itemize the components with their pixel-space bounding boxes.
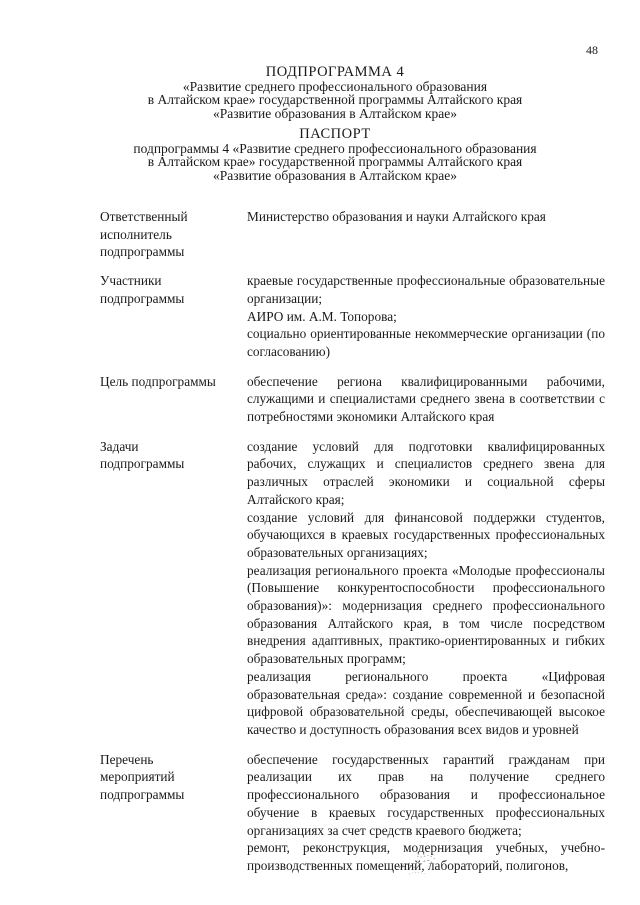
row-label: Перечень мероприятий подпрограммы [100,751,185,803]
passport-subtitle-line-2: в Алтайском крае» государственной программы Алтайского края [147,154,523,169]
row-responsible [100,208,605,261]
passport-table [100,208,605,875]
row-item: социально ориентированные некоммерческие организации (по согласованию) [247,326,605,359]
row-label: Ответственный исполнитель подпрограммы [100,209,188,260]
row-item: обеспечение государственных гарантий гражданам при реализации их прав на получение среднего профессионального образования и профессиональное обучение в краевых государственных профессиональных организациях за счет средств краевого бюджета; [247,751,605,838]
subprogram-subtitle-line-2: в Алтайском крае» государственной программы Алтайского края [147,92,523,107]
row-item: создание условий для подготовки квалифицированных рабочих, служащих и специалистов среднего звена для различных отраслей экономики и социальной сферы Алтайского края; [247,438,605,507]
subprogram-subtitle-line-3: «Развитие образования в Алтайском крае» [212,105,458,121]
row-item: краевые государственные профессиональные образовательные организации; [247,273,605,306]
subprogram-subtitle-line-1: «Развитие среднего профессионального образования [182,78,488,94]
subprogram-title: ПОДПРОГРАММА 4 [265,64,405,80]
passport-header [0,128,640,182]
row-tasks [100,438,605,739]
row-item: обеспечение региона квалифицированными рабочими, служащими и специалистами среднего звена в соответствии с потребностями экономики Алтайского края [247,373,605,425]
page-number: 48 [586,43,598,57]
row-label: Участники подпрограммы [100,273,185,306]
row-item: АИРО им. А.М. Топорова; [247,308,397,324]
subprogram-header [0,66,640,120]
row-item: реализация регионального проекта «Молодые профессионалы (Повышение конкурентоспособности профессионального образования)»: модернизация среднего профессионального образования Алтайского края, в том числе посредством внедрения адаптивных, практико-ориентированных и гибких образовательных программ; [247,562,605,667]
row-item: реализация регионального проекта «Цифровая образовательная среда»: создание современной и безопасной цифровой образовательной среды, обеспечивающей высокое качество и доступность образования всех видов и уровней [247,668,605,737]
row-label: Задачи подпрограммы [100,438,185,472]
row-participants [100,272,605,361]
passport-subtitle-line-3: «Развитие образования в Алтайском крае» [212,167,458,183]
row-activities [100,751,605,875]
row-content [247,373,605,426]
passport-subtitle-line-1: подпрограммы 4 «Развитие среднего профессионального образования [133,140,537,156]
row-item: ремонт, реконструкция, модернизация учебных, учебно-производственных помещений, лабораторий, полигонов, [247,840,605,873]
row-content [247,272,605,361]
row-item: создание условий для финансовой поддержки студентов, обучающихся в краевых государственных профессиональных образовательных организациях; [247,509,605,560]
row-content [247,208,605,261]
row-label: Цель подпрограммы [100,373,216,389]
row-content [247,438,605,739]
row-item: Министерство образования и науки Алтайского края [247,209,546,224]
pen-mark-icon [395,848,455,878]
passport-title: ПАСПОРТ [299,126,371,142]
row-goal [100,373,605,426]
